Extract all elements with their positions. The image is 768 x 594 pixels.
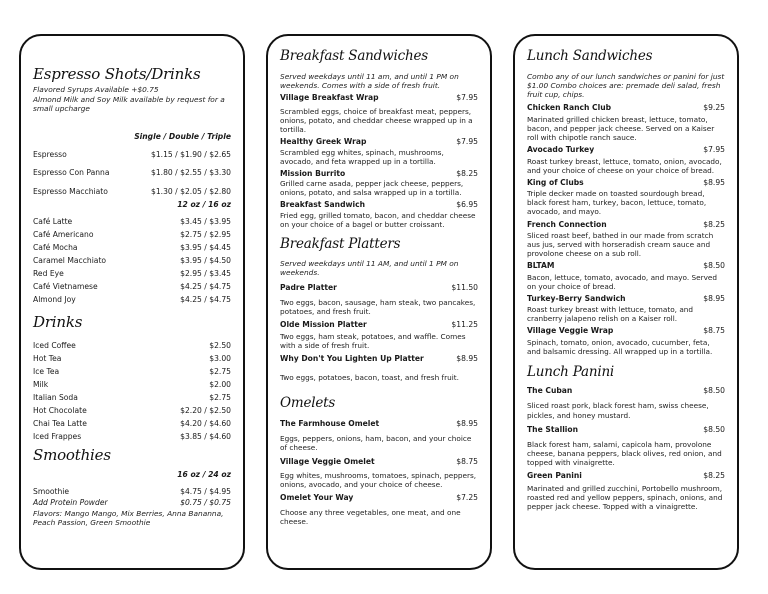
- menu-item: Iced Frappes $3.85 / $4.60: [33, 432, 231, 442]
- size-header-shots: Single / Double / Triple: [134, 131, 231, 141]
- lunch-sandwiches-title: Lunch Sandwiches: [527, 48, 653, 64]
- menu-item: Espresso $1.15 / $1.90 / $2.65: [33, 150, 231, 160]
- menu-item: Omelet Your Way $7.25: [280, 493, 478, 503]
- menu-item: Chicken Ranch Club $9.25: [527, 102, 725, 112]
- menu-item: Café Latte $3.45 / $3.95: [33, 216, 231, 226]
- menu-item: Olde Mission Platter $11.25: [280, 319, 478, 329]
- menu-item: Why Don't You Lighten Up Platter $8.95: [280, 354, 478, 364]
- menu-item: Red Eye $2.95 / $3.45: [33, 269, 231, 279]
- menu-item: Green Panini $8.25: [527, 471, 725, 481]
- menu-item: Chai Tea Latte $4.20 / $4.60: [33, 419, 231, 429]
- menu-item: Turkey-Berry Sandwich $8.95: [527, 293, 725, 303]
- menu-item: Ice Tea $2.75: [33, 366, 231, 376]
- menu-item: Iced Coffee $2.50: [33, 340, 231, 350]
- lunch-combo-note: Combo any of our lunch sandwiches or panini for just $1.00 Combo choices are: premade deli salad, fresh fruit cup, chips.: [527, 72, 725, 100]
- menu-item: Italian Soda $2.75: [33, 392, 231, 402]
- menu-item: Village Veggie Wrap $8.75: [527, 326, 725, 336]
- menu-item: Hot Chocolate $2.20 / $2.50: [33, 406, 231, 416]
- item-description: Scrambled egg whites, spinach, mushrooms, avocado, and feta wrapped up in a tortilla.: [280, 147, 444, 166]
- breakfast-sandwiches-note: Served weekdays until 11 am, and until 1 PM on weekends. Comes with a side of fresh fruit.: [280, 72, 459, 91]
- smoothies-title: Smoothies: [33, 445, 111, 464]
- item-description: Fried egg, grilled tomato, bacon, and cheddar cheese on your choice of a bagel or butter croissant.: [280, 210, 476, 229]
- breakfast-platters-note: Served weekdays until 11 AM, and until 1 PM on weekends.: [280, 258, 459, 278]
- item-description: Marinated and grilled zucchini, Portobello mushroom, roasted red and yellow peppers, spinach, onions, and pepper jack cheese. Topped with a vinaigrette.: [527, 483, 723, 511]
- item-description: Marinated grilled chicken breast, lettuce, tomato, bacon, and pepper jack cheese. Served on a Kaiser roll with chipotle ranch sauce.: [527, 115, 715, 143]
- menu-panel-breakfast: [266, 34, 492, 570]
- menu-item: Caramel Macchiato $3.95 / $4.50: [33, 255, 231, 265]
- smoothie-flavors: Flavors: Mango Mango, Mix Berries, Anna Bananna, Peach Passion, Green Smoothie: [33, 508, 224, 528]
- item-description: Roast turkey breast with lettuce, tomato, and cranberry jalapeno relish on a Kaiser roll.: [527, 305, 694, 324]
- menu-item: Milk $2.00: [33, 379, 231, 389]
- menu-item: Breakfast Sandwich $6.95: [280, 200, 478, 210]
- menu-item: Padre Platter $11.50: [280, 283, 478, 293]
- item-description: Eggs, peppers, onions, ham, bacon, and your choice of cheese.: [280, 434, 472, 453]
- drinks-title: Drinks: [33, 312, 83, 331]
- breakfast-sandwiches-title: Breakfast Sandwiches: [280, 48, 428, 64]
- item-description: Triple decker made on toasted sourdough bread, black forest ham, turkey, bacon, lettuce, tomato, avocado, and mayo.: [527, 189, 707, 217]
- item-description: Two eggs, potatoes, bacon, toast, and fresh fruit.: [280, 372, 459, 382]
- size-header-drinks: 12 oz / 16 oz: [177, 200, 231, 210]
- menu-item: Add Protein Powder $0.75 / $0.75: [33, 498, 231, 508]
- item-description: Bacon, lettuce, tomato, avocado, and mayo. Served on your choice of bread.: [527, 272, 718, 291]
- item-description: Sliced roast pork, black forest ham, swiss cheese, pickles, and honey mustard.: [527, 401, 709, 420]
- item-description: Grilled carne asada, pepper jack cheese, peppers, onions, potato, and salsa wrapped up in a tortilla.: [280, 179, 464, 198]
- breakfast-platters-title: Breakfast Platters: [280, 235, 401, 252]
- item-description: Roast turkey breast, lettuce, tomato, onion, avocado, and your choice of cheese on your choice of bread.: [527, 156, 722, 175]
- menu-item: Smoothie $4.75 / $4.95: [33, 487, 231, 497]
- item-description: Sliced roast beef, bathed in our made from scratch aus jus, served with horseradish cream sauce and provolone cheese on a sub roll.: [527, 230, 714, 259]
- menu-item: The Stallion $8.50: [527, 424, 725, 434]
- menu-item: Espresso Macchiato $1.30 / $2.05 / $2.80: [33, 186, 231, 196]
- item-description: Two eggs, bacon, sausage, ham steak, two pancakes, potatoes, and fresh fruit.: [280, 297, 476, 316]
- item-description: Two eggs, ham steak, potatoes, and waffle. Comes with a side of fresh fruit.: [280, 332, 466, 351]
- menu-panel-espresso: [19, 34, 245, 570]
- menu-item: The Cuban $8.50: [527, 386, 725, 396]
- menu-item: Café Vietnamese $4.25 / $4.75: [33, 282, 231, 292]
- syrup-note: Flavored Syrups Available +$0.75: [33, 85, 159, 94]
- menu-item: Village Veggie Omelet $8.75: [280, 456, 478, 466]
- item-description: Scrambled eggs, choice of breakfast meat, peppers, onions, potato, and cheddar cheese wrapped up in a tortilla.: [280, 106, 473, 134]
- menu-item: Almond Joy $4.25 / $4.75: [33, 295, 231, 305]
- menu-item: Avocado Turkey $7.95: [527, 145, 725, 155]
- size-header-smoothies: 16 oz / 24 oz: [177, 469, 231, 479]
- menu-item: King of Clubs $8.95: [527, 177, 725, 187]
- item-description: Black forest ham, salami, capicola ham, provolone cheese, banana peppers, black olives, red onion, and topped with vinaigrette.: [527, 440, 722, 468]
- espresso-title: Espresso Shots/Drinks: [33, 65, 201, 83]
- item-description: Spinach, tomato, onion, avocado, cucumber, feta, and balsamic dressing. All wrapped up in a tortilla.: [527, 337, 713, 356]
- menu-item: Café Mocha $3.95 / $4.45: [33, 242, 231, 252]
- menu-item: Espresso Con Panna $1.80 / $2.55 / $3.30: [33, 168, 231, 178]
- item-description: Choose any three vegetables, one meat, and one cheese.: [280, 507, 461, 526]
- menu-item: French Connection $8.25: [527, 219, 725, 229]
- menu-panel-lunch: [513, 34, 739, 570]
- milk-note: Almond Milk and Soy Milk available by request for a small upcharge: [33, 95, 225, 114]
- menu-item: The Farmhouse Omelet $8.95: [280, 418, 478, 428]
- menu-item: Mission Burrito $8.25: [280, 168, 478, 178]
- menu-item: Hot Tea $3.00: [33, 353, 231, 363]
- item-description: Egg whites, mushrooms, tomatoes, spinach, peppers, onions, avocado, and your choice of cheese.: [280, 470, 477, 490]
- menu-item: Village Breakfast Wrap $7.95: [280, 93, 478, 103]
- menu-item: Healthy Greek Wrap $7.95: [280, 137, 478, 147]
- menu-item: BLTAM $8.50: [527, 261, 725, 271]
- lunch-panini-title: Lunch Panini: [527, 364, 615, 381]
- omelets-title: Omelets: [280, 394, 336, 411]
- menu-item: Café Americano $2.75 / $2.95: [33, 229, 231, 239]
